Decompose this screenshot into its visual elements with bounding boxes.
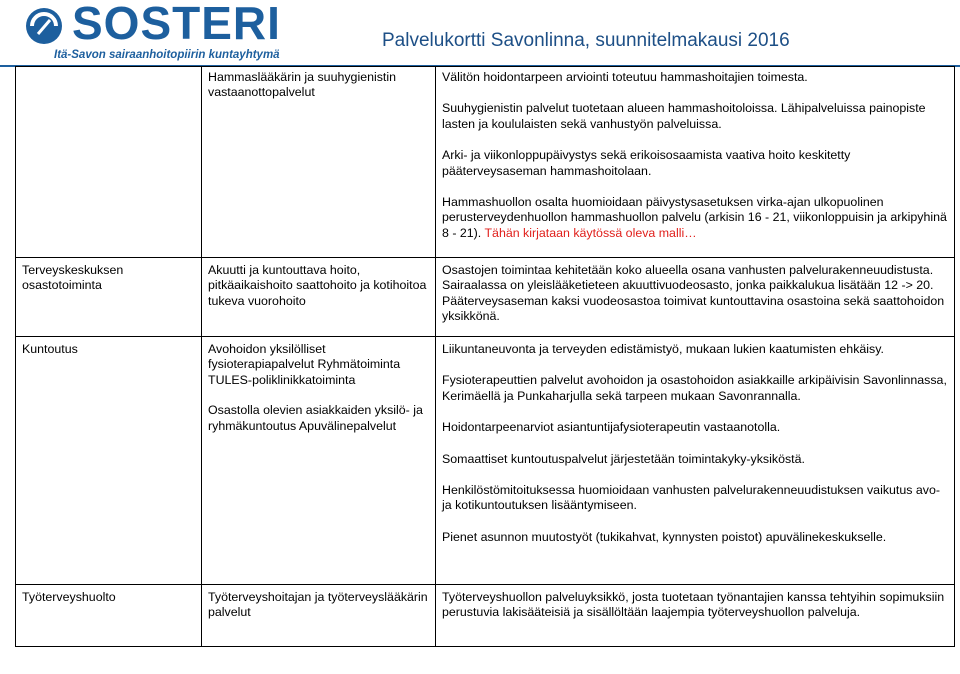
description-text: Hammashuollon osalta huomioidaan päivystysasetuksen virka-ajan ulkopuolinen perusterveydenhuollon hammashuollon palvelu (arkisin 16 - 21, viikonloppuisin ja arkipyhinä 8 - 21).: [442, 195, 947, 240]
description-paragraph: Työterveyshuollon palveluyksikkö, josta tuotetaan työnantajien kanssa tehtyihin sopimuksiin perustuvia lakisääteisiä ja sisällöltään laajempia työterveyshuollon palveluja.: [442, 590, 945, 620]
table-row: [16, 67, 955, 258]
row-service: Akuutti ja kuntouttava hoito, pitkäaikaishoito saattohoito ja kotihoitoa tukeva vuorohoito: [202, 258, 436, 337]
row-service: Hammaslääkärin ja suuhygienistin vastaanottopalvelut: [202, 67, 436, 258]
row-description: [436, 258, 955, 337]
service-block: Avohoidon yksilölliset fysioterapiapalvelut Ryhmätoiminta TULES-poliklinikkatoiminta: [208, 342, 401, 387]
page-title: Palvelukortti Savonlinna, suunnitelmakausi 2016: [382, 30, 790, 51]
row-description: [436, 337, 955, 585]
row-description: [436, 585, 955, 647]
table-row: [16, 585, 955, 647]
page-header: [0, 0, 960, 66]
row-service: Työterveyshoitajan ja työterveyslääkärin palvelut: [202, 585, 436, 647]
row-description: [436, 67, 955, 258]
description-paragraph: [442, 195, 949, 241]
service-block: Osastolla olevien asiakkaiden yksilö- ja ryhmäkuntoutus Apuvälinepalvelut: [208, 403, 423, 433]
table-row: [16, 258, 955, 337]
description-paragraph: Pienet asunnon muutostyöt (tukikahvat, kynnysten poistot) apuvälinekeskukselle.: [442, 529, 887, 544]
description-paragraph: Osastojen toimintaa kehitetään koko alueella osana vanhusten palvelurakenneuudistusta. Sairaalassa on yleislääketieteen akuuttivuodeosasto, jonka paikkalukua lisätään 12 -> 20. Pääterveysaseman kaksi vuodeosastoa toimivat kuntouttavina osastoina sekä saattohoidon yksikkönä.: [442, 263, 945, 324]
logo-emblem-icon: [22, 4, 72, 52]
row-category: Työterveyshuolto: [16, 585, 202, 647]
description-paragraph: Liikuntaneuvonta ja terveyden edistämistyö, mukaan lukien kaatumisten ehkäisy.: [442, 342, 884, 356]
placeholder-note: Tähän kirjataan käytössä oleva malli…: [484, 225, 697, 240]
description-paragraph: Henkilöstömitoituksessa huomioidaan vanhusten palvelurakenneuudistuksen vaikutus avo- ja kotikuntoutuksen lisääntymiseen.: [442, 483, 940, 513]
service-table: [15, 66, 955, 647]
row-category: Terveyskeskuksen osastotoiminta: [16, 258, 202, 337]
description-paragraph: Hoidontarpeenarviot asiantuntijafysioterapeutin vastaanotolla.: [442, 420, 781, 435]
description-paragraph: Välitön hoidontarpeen arviointi toteutuu hammashoitajien toimesta.: [442, 70, 808, 84]
description-paragraph: Suuhygienistin palvelut tuotetaan alueen hammashoitoloissa. Lähipalveluissa painopiste lasten ja koululaisten sekä vanhustyön palveluissa.: [442, 101, 926, 131]
table-row: [16, 337, 955, 585]
sosteri-logo: [22, 2, 294, 64]
row-service: [202, 337, 436, 585]
logo-subtitle: Itä-Savon sairaanhoitopiirin kuntayhtymä: [54, 49, 280, 61]
description-paragraph: Arki- ja viikonloppupäivystys sekä erikoisosaamista vaativa hoito keskitetty pääterveysaseman hammashoitolaan.: [442, 148, 851, 178]
logo-text: SOSTERI: [72, 0, 281, 49]
description-paragraph: Fysioterapeuttien palvelut avohoidon ja osastohoidon asiakkaille arkipäivisin Savonlinnassa, Kerimäellä ja Punkaharjulla sekä tarpeen mukaan Savonrannalla.: [442, 373, 947, 403]
row-category: Kuntoutus: [16, 337, 202, 585]
description-paragraph: Somaattiset kuntoutuspalvelut järjestetään toimintakyky-yksiköstä.: [442, 451, 805, 466]
row-category: [16, 67, 202, 258]
